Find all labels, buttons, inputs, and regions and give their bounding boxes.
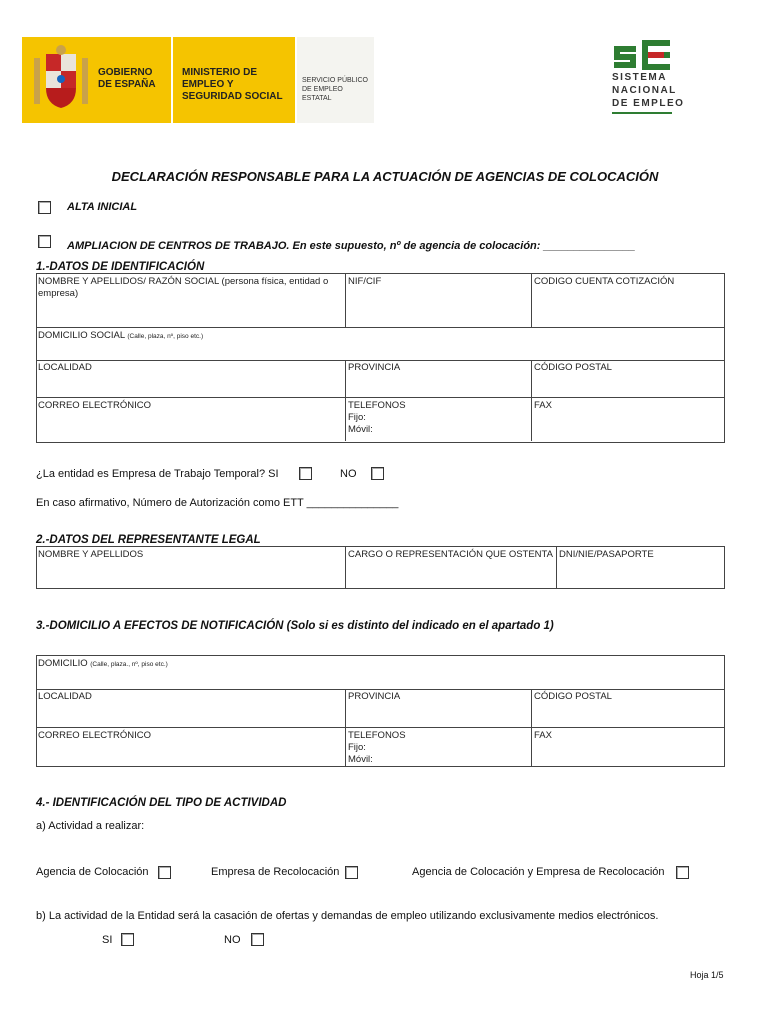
- notif-domicilio-hint: (Calle, plaza., nº, piso etc.): [90, 661, 168, 668]
- notif-cp-field[interactable]: CÓDIGO POSTAL: [534, 691, 612, 702]
- alta-inicial-checkbox[interactable]: [38, 201, 51, 214]
- notif-domicilio-label: DOMICILIO: [38, 658, 88, 669]
- sepe-name: SERVICIO PÚBLICO DE EMPLEO ESTATAL: [302, 77, 369, 102]
- divider: [345, 273, 346, 327]
- section2-heading: 2.-DATOS DEL REPRESENTANTE LEGAL: [36, 534, 261, 546]
- notif-telefonos-field[interactable]: [348, 730, 406, 766]
- divider: [556, 546, 557, 588]
- electronic-si-label: SI: [102, 934, 113, 946]
- section4-heading: 4.- IDENTIFICACIÓN DEL TIPO DE ACTIVIDAD: [36, 797, 287, 809]
- ampliacion-checkbox[interactable]: [38, 235, 51, 248]
- electronic-no-label: NO: [224, 934, 241, 946]
- notif-provincia-field[interactable]: PROVINCIA: [348, 691, 401, 702]
- empresa-checkbox[interactable]: [345, 866, 358, 879]
- notif-fijo-label: Fijo:: [348, 742, 366, 753]
- ett-autorizacion: En caso afirmativo, Número de Autorización como ETT _______________: [36, 497, 399, 509]
- correo-field[interactable]: CORREO ELECTRÓNICO: [38, 400, 151, 411]
- section1-heading: 1.-DATOS DE IDENTIFICACIÓN: [36, 261, 205, 273]
- ett-si-checkbox[interactable]: [299, 467, 312, 480]
- nif-cif-field[interactable]: NIF/CIF: [348, 276, 382, 287]
- header-divider: [171, 37, 173, 123]
- provincia-field[interactable]: PROVINCIA: [348, 362, 401, 373]
- notif-correo-field[interactable]: CORREO ELECTRÓNICO: [38, 730, 151, 741]
- fax-field[interactable]: FAX: [534, 400, 552, 411]
- divider: [531, 273, 532, 327]
- agencia-label: Agencia de Colocación: [36, 866, 149, 878]
- fijo-label: Fijo:: [348, 412, 366, 423]
- codigo-cuenta-field[interactable]: CODIGO CUENTA COTIZACIÓN: [534, 276, 675, 287]
- ministry-name: MINISTERIO DE EMPLEO Y SEGURIDAD SOCIAL: [182, 67, 283, 102]
- notif-fax-field[interactable]: FAX: [534, 730, 552, 741]
- domicilio-social-label: DOMICILIO SOCIAL: [38, 330, 125, 341]
- ett-question: ¿La entidad es Empresa de Trabajo Temporal? SI: [36, 468, 279, 480]
- notif-telefonos-label: TELEFONOS: [348, 730, 406, 741]
- divider: [36, 327, 724, 328]
- divider: [36, 689, 724, 690]
- electronic-no-checkbox[interactable]: [251, 933, 264, 946]
- domicilio-hint: (Calle, plaza, nº, piso etc.): [127, 333, 204, 340]
- telefonos-label: TELEFONOS: [348, 400, 406, 411]
- sne-name: SISTEMA NACIONAL DE EMPLEO: [612, 72, 685, 109]
- sne-logo-icon: [612, 38, 672, 70]
- electronic-si-checkbox[interactable]: [121, 933, 134, 946]
- divider: [345, 546, 346, 588]
- codigo-postal-field[interactable]: CÓDIGO POSTAL: [534, 362, 612, 373]
- telefonos-field[interactable]: [348, 400, 406, 436]
- sne-underline: [612, 112, 672, 114]
- ampliacion-label: AMPLIACION DE CENTROS DE TRABAJO. En este supuesto, nº de agencia de colocación: _______________: [67, 240, 636, 252]
- divider: [36, 360, 724, 361]
- section3-heading: 3.-DOMICILIO A EFECTOS DE NOTIFICACIÓN (Solo si es distinto del indicado en el apartado 1): [36, 620, 554, 632]
- cargo-field[interactable]: CARGO O REPRESENTACIÓN QUE OSTENTA: [348, 549, 553, 560]
- divider: [531, 689, 532, 766]
- ambas-label: Agencia de Colocación y Empresa de Recolocación: [412, 866, 665, 878]
- ett-no-checkbox[interactable]: [371, 467, 384, 480]
- gobierno-name: GOBIERNO DE ESPAÑA: [98, 67, 156, 90]
- representante-nombre-field[interactable]: NOMBRE Y APELLIDOS: [38, 549, 144, 560]
- divider: [345, 360, 346, 441]
- document-title: DECLARACIÓN RESPONSABLE PARA LA ACTUACIÓN DE AGENCIAS DE COLOCACIÓN: [111, 169, 659, 184]
- coat-of-arms-icon: [30, 44, 92, 114]
- ambas-checkbox[interactable]: [676, 866, 689, 879]
- localidad-field[interactable]: LOCALIDAD: [38, 362, 92, 373]
- domicilio-social-field[interactable]: [38, 330, 203, 343]
- notif-movil-label: Móvil:: [348, 754, 373, 765]
- dni-field[interactable]: DNI/NIE/PASAPORTE: [559, 549, 654, 560]
- empresa-label: Empresa de Recolocación: [211, 866, 340, 878]
- page-number: Hoja 1/5: [690, 970, 724, 980]
- nombre-razon-social-field[interactable]: NOMBRE Y APELLIDOS/ RAZÓN SOCIAL (persona física, entidad o empresa): [38, 276, 329, 299]
- notif-localidad-field[interactable]: LOCALIDAD: [38, 691, 92, 702]
- medios-electronicos-text: b) La actividad de la Entidad será la casación de ofertas y demandas de empleo utilizando exclusivamente medios electrónicos.: [36, 910, 659, 922]
- divider: [36, 397, 724, 398]
- notif-domicilio-field[interactable]: [38, 658, 168, 671]
- divider: [36, 727, 724, 728]
- actividad-label: a) Actividad a realizar:: [36, 820, 145, 832]
- alta-inicial-label: ALTA INICIAL: [67, 201, 138, 213]
- divider: [345, 689, 346, 766]
- divider: [531, 360, 532, 441]
- agencia-checkbox[interactable]: [158, 866, 171, 879]
- movil-label: Móvil:: [348, 424, 373, 435]
- ett-no-label: NO: [340, 468, 357, 480]
